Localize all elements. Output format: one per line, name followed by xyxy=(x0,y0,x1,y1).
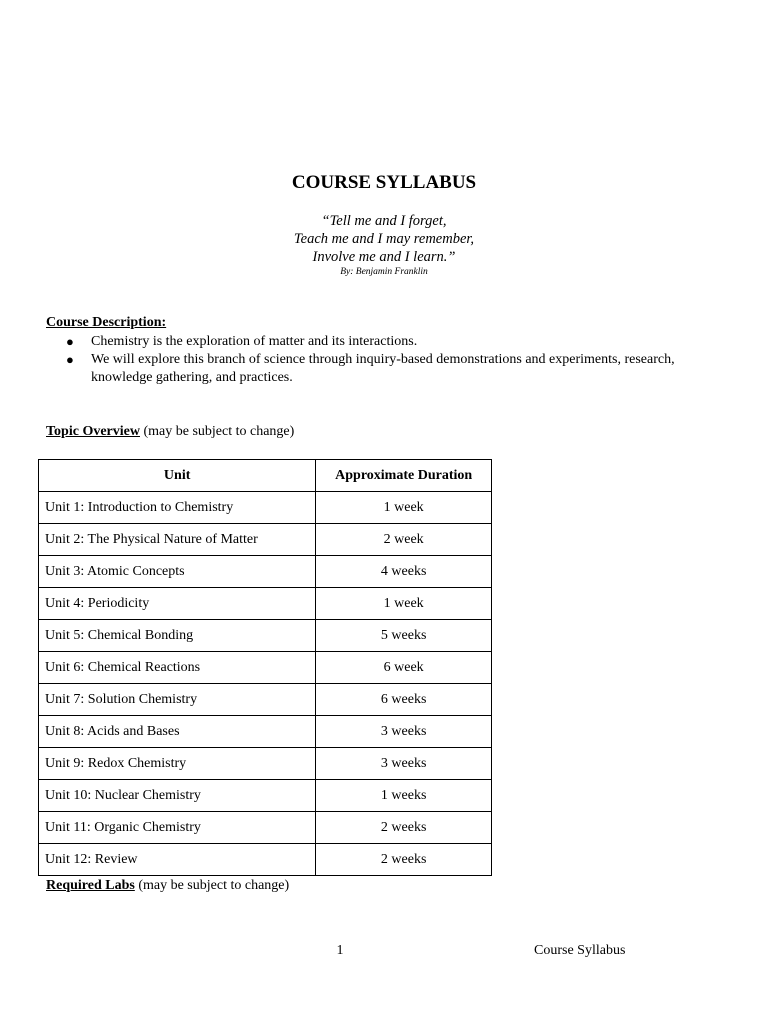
quote-block xyxy=(0,212,768,266)
bullet-text: We will explore this branch of science through inquiry-based demonstrations and experiments, research, knowledge gathering, and practices. xyxy=(91,352,675,385)
topic-overview-note: (may be subject to change) xyxy=(143,424,295,439)
unit-cell: Unit 8: Acids and Bases xyxy=(39,716,316,748)
table-row xyxy=(39,844,492,876)
duration-cell: 2 weeks xyxy=(316,844,492,876)
duration-cell: 6 weeks xyxy=(316,684,492,716)
duration-cell: 4 weeks xyxy=(316,556,492,588)
table-row xyxy=(39,780,492,812)
bullet-icon: ● xyxy=(66,352,74,367)
quote-attribution: By: Benjamin Franklin xyxy=(340,267,428,277)
duration-cell: 3 weeks xyxy=(316,748,492,780)
topic-overview-label: Topic Overview xyxy=(46,424,140,439)
unit-cell: Unit 9: Redox Chemistry xyxy=(39,748,316,780)
unit-cell: Unit 12: Review xyxy=(39,844,316,876)
duration-cell: 1 week xyxy=(316,492,492,524)
table-row xyxy=(39,588,492,620)
duration-cell: 2 week xyxy=(316,524,492,556)
table-header-row xyxy=(39,460,492,492)
unit-cell: Unit 1: Introduction to Chemistry xyxy=(39,492,316,524)
table-row xyxy=(39,652,492,684)
table-row xyxy=(39,556,492,588)
list-item xyxy=(46,333,736,351)
required-labs-heading xyxy=(46,877,289,895)
unit-cell: Unit 7: Solution Chemistry xyxy=(39,684,316,716)
unit-cell: Unit 11: Organic Chemistry xyxy=(39,812,316,844)
quote-line-2: Teach me and I may remember, xyxy=(293,231,475,247)
document-title: COURSE SYLLABUS xyxy=(291,172,477,193)
column-header-unit: Unit xyxy=(39,460,316,492)
duration-cell: 2 weeks xyxy=(316,812,492,844)
course-description-list xyxy=(46,333,736,387)
list-item xyxy=(46,351,736,387)
course-description-label: Course Description: xyxy=(46,315,167,330)
required-labs-label: Required Labs xyxy=(46,878,135,893)
table-row xyxy=(39,684,492,716)
page-number: 1 xyxy=(336,943,344,958)
duration-cell: 3 weeks xyxy=(316,716,492,748)
duration-cell: 1 weeks xyxy=(316,780,492,812)
unit-cell: Unit 10: Nuclear Chemistry xyxy=(39,780,316,812)
table-row xyxy=(39,812,492,844)
quote-line-3: Involve me and I learn.” xyxy=(312,249,456,265)
table-row xyxy=(39,620,492,652)
unit-cell: Unit 6: Chemical Reactions xyxy=(39,652,316,684)
unit-cell: Unit 5: Chemical Bonding xyxy=(39,620,316,652)
footer-running-title: Course Syllabus xyxy=(534,943,626,958)
unit-cell: Unit 4: Periodicity xyxy=(39,588,316,620)
required-labs-note: (may be subject to change) xyxy=(138,878,290,893)
bullet-icon: ● xyxy=(66,334,74,349)
unit-cell: Unit 3: Atomic Concepts xyxy=(39,556,316,588)
topic-overview-table xyxy=(38,459,492,876)
duration-cell: 6 week xyxy=(316,652,492,684)
table-row xyxy=(39,716,492,748)
duration-cell: 5 weeks xyxy=(316,620,492,652)
table-row xyxy=(39,524,492,556)
quote-line-1: “Tell me and I forget, xyxy=(321,213,447,229)
unit-cell: Unit 2: The Physical Nature of Matter xyxy=(39,524,316,556)
duration-cell: 1 week xyxy=(316,588,492,620)
bullet-text: Chemistry is the exploration of matter and its interactions. xyxy=(91,334,418,349)
column-header-duration: Approximate Duration xyxy=(316,460,492,492)
topic-overview-heading xyxy=(46,423,294,441)
course-description-heading xyxy=(46,314,166,332)
table-row xyxy=(39,492,492,524)
table-row xyxy=(39,748,492,780)
